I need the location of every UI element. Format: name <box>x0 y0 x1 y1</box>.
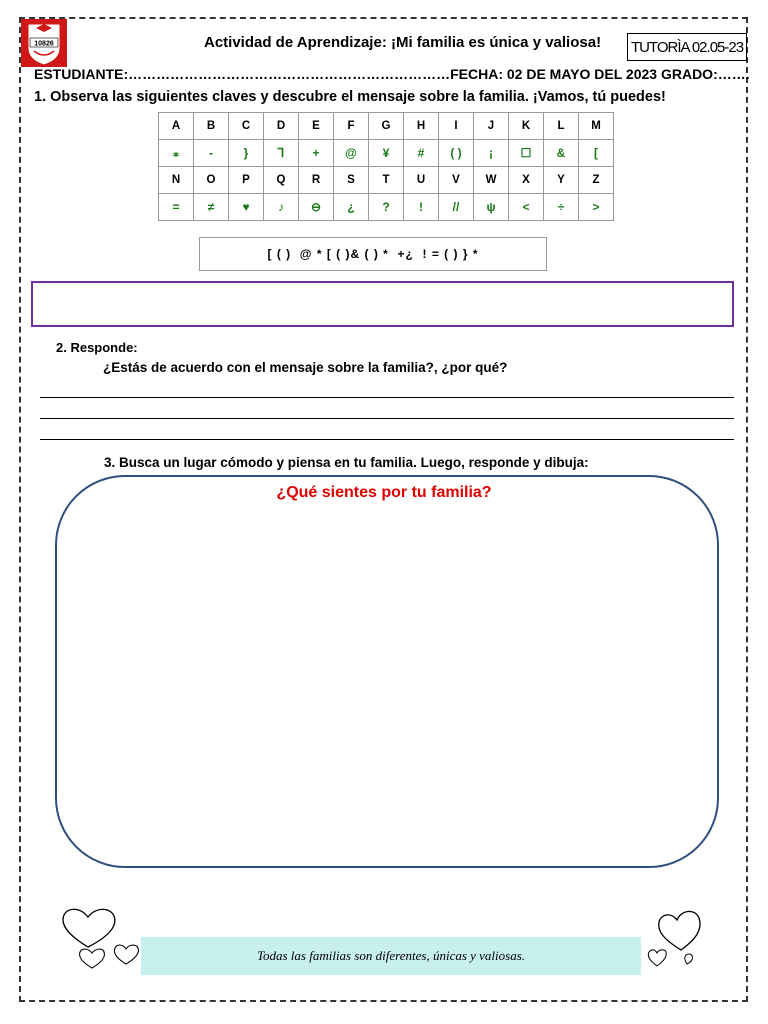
cipher-letter-u: U <box>404 167 439 194</box>
cipher-letter-q: Q <box>264 167 299 194</box>
cipher-symbol-i: ( ) <box>439 140 474 167</box>
cipher-symbol-t: ? <box>369 194 404 221</box>
cipher-letter-g: G <box>369 113 404 140</box>
activity-tag: TUTORÌA 02.05-23 <box>627 33 747 61</box>
footer-banner: Todas las familias son diferentes, únicas y valiosas. <box>141 937 641 975</box>
cipher-symbol-m: [ <box>579 140 614 167</box>
heart-icon <box>659 911 700 950</box>
cipher-letter-f: F <box>334 113 369 140</box>
question-2-label: 2. Responde: <box>56 340 138 355</box>
cipher-letter-h: H <box>404 113 439 140</box>
cipher-letter-row <box>159 167 614 194</box>
cipher-letter-x: X <box>509 167 544 194</box>
cipher-symbol-g: ¥ <box>369 140 404 167</box>
school-logo <box>20 18 68 68</box>
cipher-symbol-j: ¡ <box>474 140 509 167</box>
cipher-letter-l: L <box>544 113 579 140</box>
cipher-letter-s: S <box>334 167 369 194</box>
question-2-text: ¿Estás de acuerdo con el mensaje sobre la familia?, ¿por qué? <box>103 360 508 375</box>
cipher-letter-c: C <box>229 113 264 140</box>
cipher-symbol-d: ⅂ <box>264 140 299 167</box>
cipher-letter-t: T <box>369 167 404 194</box>
student-info-line: ESTUDIANTE:……………………………………………………………FECHA: 02 DE MAYO DEL 2023 GRADO:……. <box>34 66 750 82</box>
cipher-letter-b: B <box>194 113 229 140</box>
cipher-letter-p: P <box>229 167 264 194</box>
hearts-left-decoration <box>58 902 148 972</box>
cipher-symbol-e: + <box>299 140 334 167</box>
cipher-symbol-f: @ <box>334 140 369 167</box>
cipher-letter-a: A <box>159 113 194 140</box>
cipher-letter-k: K <box>509 113 544 140</box>
drawing-box[interactable] <box>55 475 719 868</box>
answer-line[interactable] <box>40 397 734 398</box>
cipher-symbol-row <box>159 140 614 167</box>
hearts-right-decoration <box>643 902 718 974</box>
heart-icon <box>648 950 666 966</box>
cipher-letter-j: J <box>474 113 509 140</box>
cipher-letter-y: Y <box>544 167 579 194</box>
cipher-letter-row <box>159 113 614 140</box>
cipher-symbol-z: > <box>579 194 614 221</box>
cipher-symbol-q: ♪ <box>264 194 299 221</box>
cipher-letter-m: M <box>579 113 614 140</box>
cipher-symbol-o: ≠ <box>194 194 229 221</box>
cipher-letter-o: O <box>194 167 229 194</box>
cipher-letter-d: D <box>264 113 299 140</box>
cipher-table <box>158 112 614 221</box>
logo-number: 10826 <box>34 40 54 48</box>
heart-icon <box>63 909 115 947</box>
answer-line[interactable] <box>40 439 734 440</box>
cipher-letter-w: W <box>474 167 509 194</box>
cipher-symbol-a: ⁎ <box>159 140 194 167</box>
cipher-symbol-w: ψ <box>474 194 509 221</box>
cipher-symbol-x: < <box>509 194 544 221</box>
cipher-symbol-p: ♥ <box>229 194 264 221</box>
cipher-symbol-v: // <box>439 194 474 221</box>
heart-icon <box>114 945 138 964</box>
cipher-symbol-h: # <box>404 140 439 167</box>
cipher-symbol-u: ! <box>404 194 439 221</box>
cipher-letter-n: N <box>159 167 194 194</box>
cipher-symbol-k: ☐ <box>509 140 544 167</box>
cipher-symbol-row <box>159 194 614 221</box>
cipher-symbol-c: } <box>229 140 264 167</box>
answer-line[interactable] <box>40 418 734 419</box>
cipher-symbol-n: = <box>159 194 194 221</box>
cipher-letter-i: I <box>439 113 474 140</box>
cipher-letter-r: R <box>299 167 334 194</box>
heart-icon <box>80 949 105 968</box>
encoded-message: [ ( ) @ * [ ( )& ( ) * +¿ ! = ( ) } * <box>199 237 547 271</box>
drawing-box-title: ¿Qué sientes por tu familia? <box>276 484 492 501</box>
cipher-symbol-b: - <box>194 140 229 167</box>
cipher-symbol-r: ⊖ <box>299 194 334 221</box>
question-1-text: 1. Observa las siguientes claves y descubre el mensaje sobre la familia. ¡Vamos, tú puedes! <box>34 89 666 105</box>
cipher-letter-v: V <box>439 167 474 194</box>
page-title: Actividad de Aprendizaje: ¡Mi familia es única y valiosa! <box>204 34 602 51</box>
cipher-symbol-s: ¿ <box>334 194 369 221</box>
cipher-letter-z: Z <box>579 167 614 194</box>
cipher-symbol-l: & <box>544 140 579 167</box>
cipher-symbol-y: ÷ <box>544 194 579 221</box>
cipher-letter-e: E <box>299 113 334 140</box>
decoded-answer-box[interactable] <box>31 281 734 327</box>
heart-icon <box>685 954 693 964</box>
question-3-text: 3. Busca un lugar cómodo y piensa en tu familia. Luego, responde y dibuja: <box>104 455 589 470</box>
